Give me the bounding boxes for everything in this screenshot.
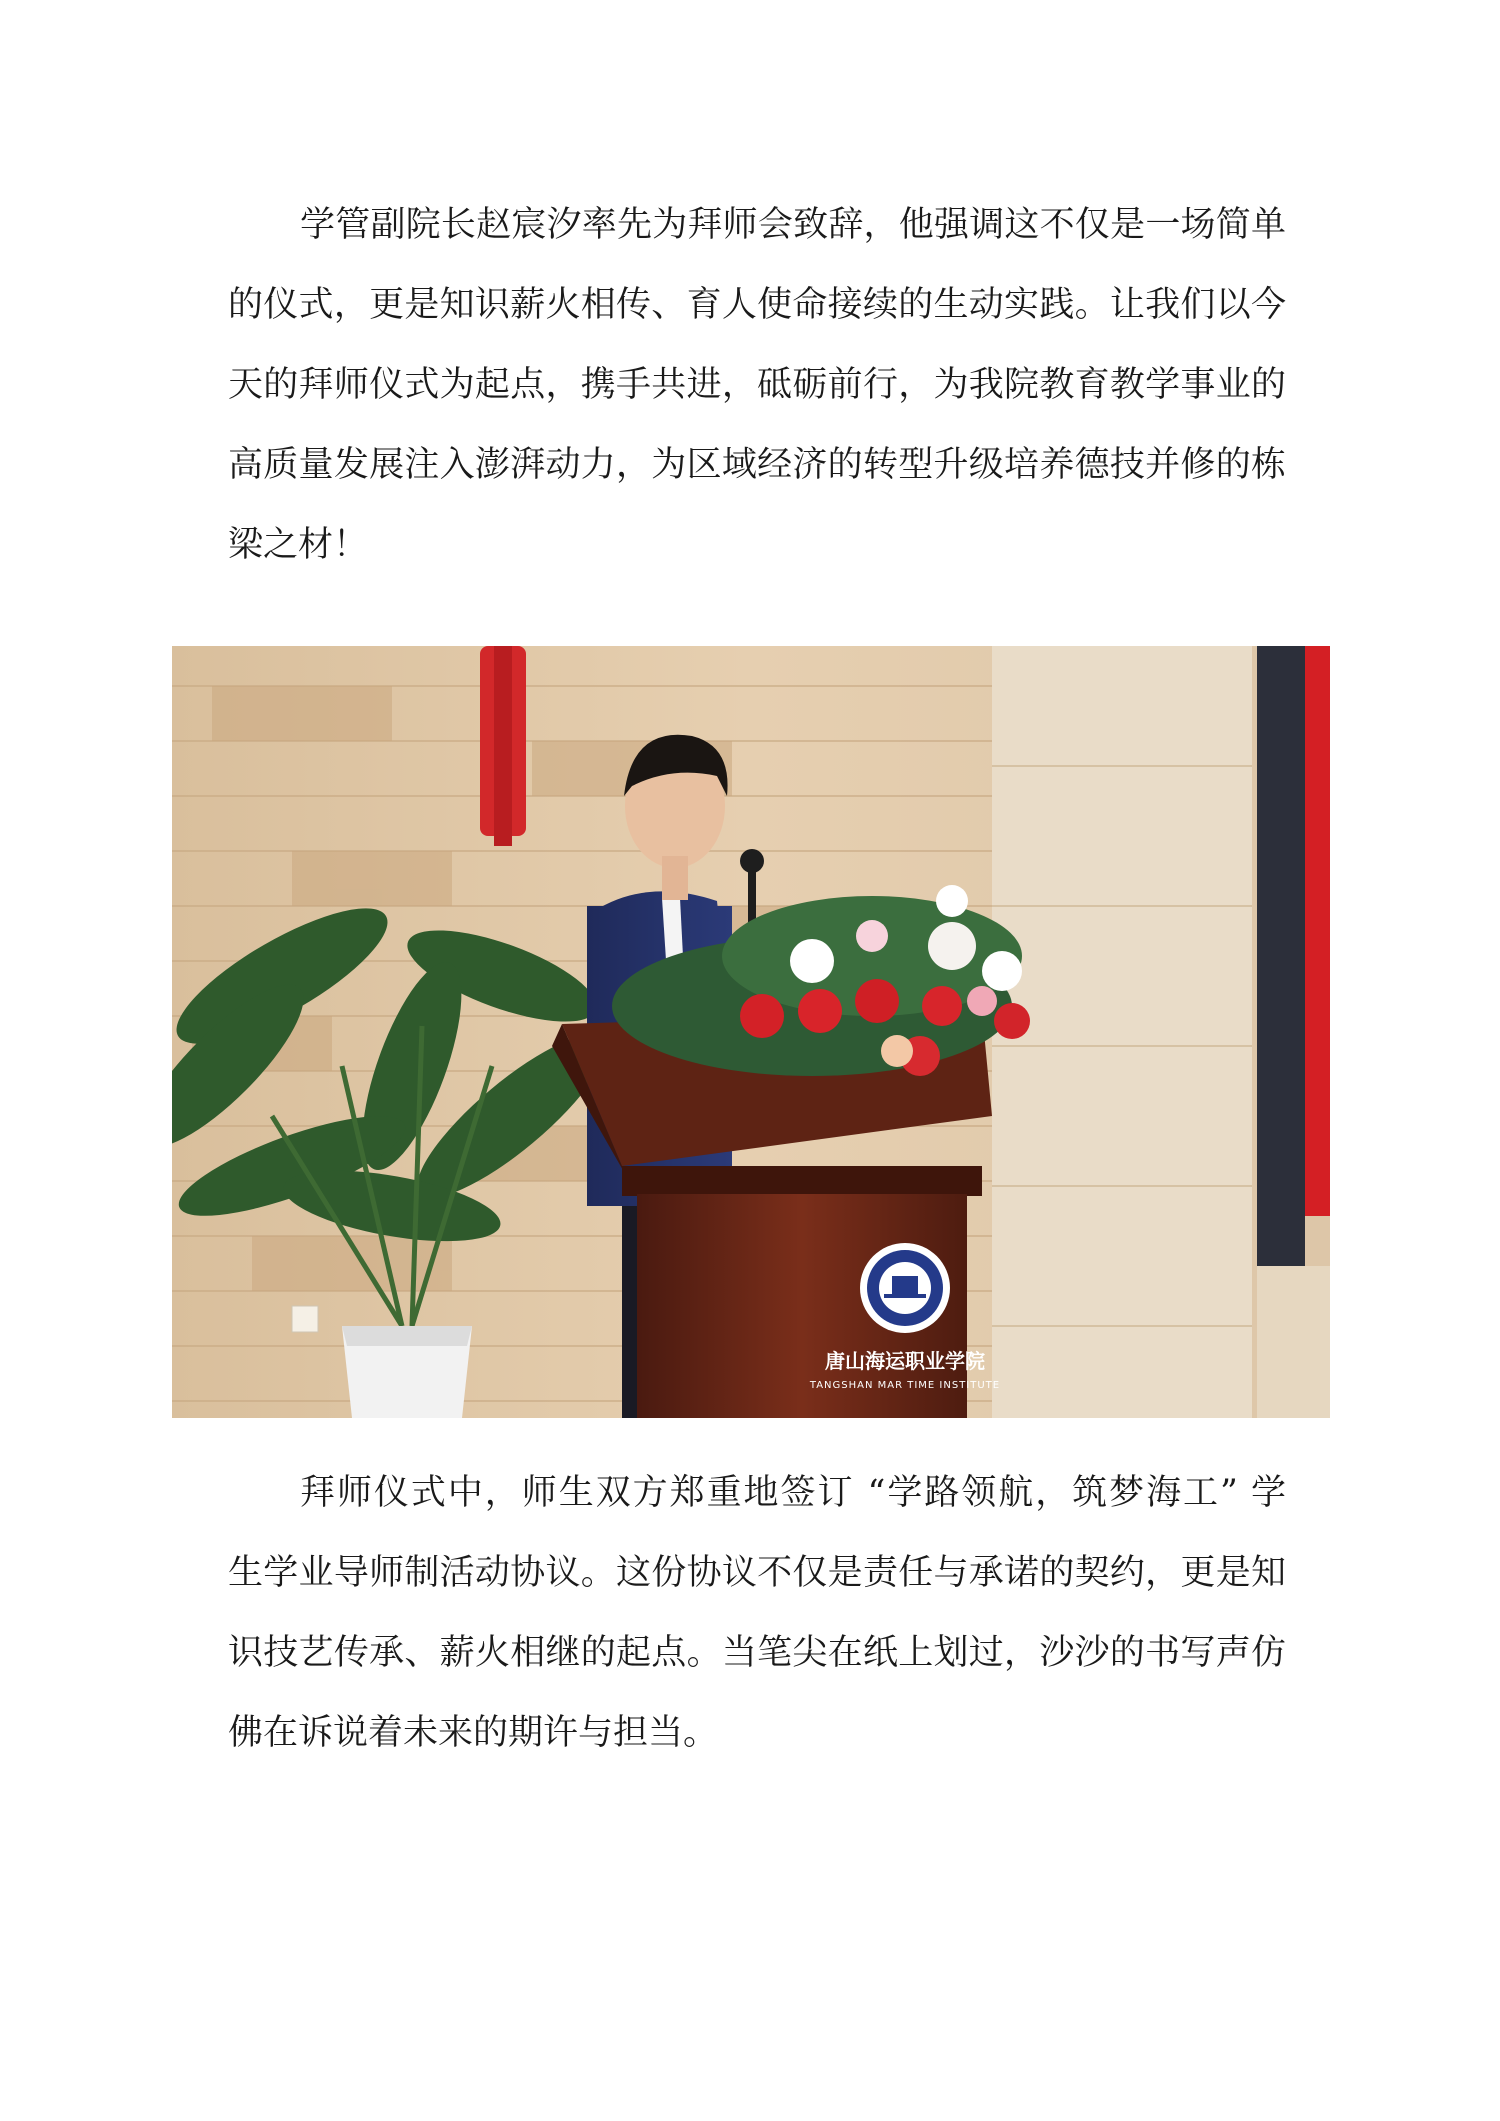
podium-name-text: 唐山海运职业学院 [825,1349,985,1373]
paragraph-line: 梁之材！ [228,525,369,565]
paragraph-line: 高质量发展注入澎湃动力，为区域经济的转型升级培养德技并修的栋 [228,445,1286,485]
paragraph-line: 的仪式，更是知识薪火相传、育人使命接续的生动实践。让我们以今 [228,285,1286,325]
paragraph-line: 学管副院长赵宸汐率先为拜师会致辞，他强调这不仅是一场简单 [300,205,1286,245]
paragraph-line: 佛在诉说着未来的期许与担当。 [228,1713,719,1753]
paragraph-signing [228,1453,1286,1773]
podium-name-en-text: TANGSHAN MAR TIME INSTITUTE [809,1380,1001,1391]
paragraph-line: 识技艺传承、薪火相继的起点。当笔尖在纸上划过，沙沙的书写声仿 [228,1633,1286,1673]
podium-emblem [860,1243,950,1333]
paragraph-speech [228,185,1286,585]
paragraph-line: 拜师仪式中，师生双方郑重地签订 “学路领航，筑梦海工” 学 [300,1473,1286,1513]
paragraph-line: 生学业导师制活动协议。这份协议不仅是责任与承诺的契约，更是知 [228,1553,1286,1593]
event-photo [172,646,1330,1418]
paragraph-line: 天的拜师仪式为起点，携手共进，砥砺前行，为我院教育教学事业的 [228,365,1286,405]
